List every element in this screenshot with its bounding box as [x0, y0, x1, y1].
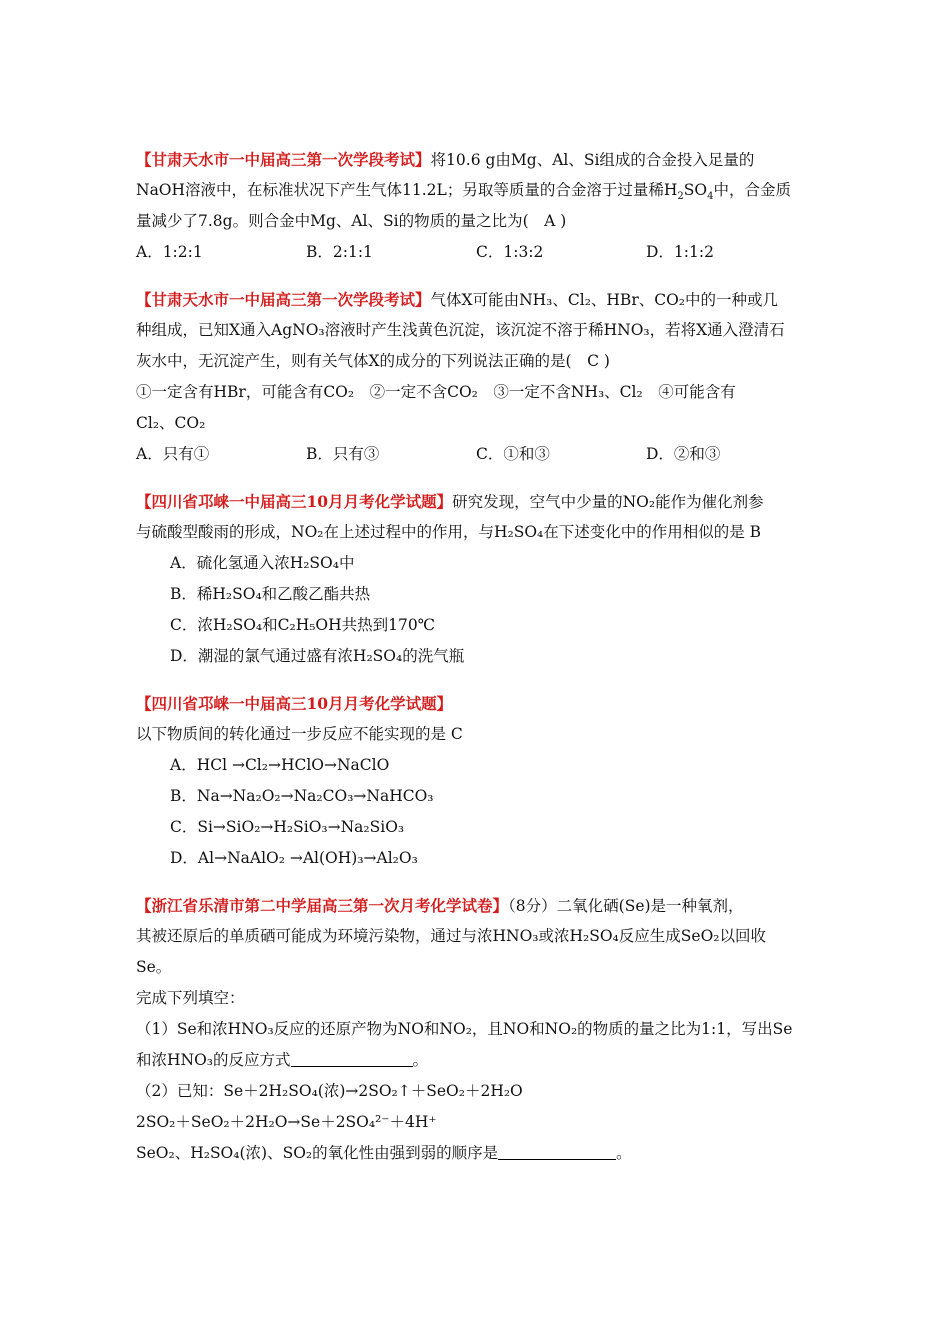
sub-question-1: （1）Se和浓HNO₃反应的还原产物为NO和NO₂，且NO和NO₂的物质的量之比为1:1，写出Se — [136, 1020, 793, 1038]
option: D．1:1:2 — [646, 243, 714, 261]
answer-blank[interactable] — [291, 1048, 413, 1067]
question-stem: 以下物质间的转化通过一步反应不能实现的是 C — [136, 725, 463, 743]
answer-blank[interactable] — [498, 1141, 616, 1160]
option: C．①和③ — [476, 445, 550, 463]
question-source: 四川省邛崃一中届高三10月月考化学试题 — [151, 694, 437, 713]
question-stem: 与硫酸型酸雨的形成，NO₂在上述过程中的作用，与H₂SO₄在下述变化中的作用相似的是 B — [136, 523, 762, 541]
options-row — [136, 439, 816, 470]
question-source: 四川省邛崃一中届高三10月月考化学试题 — [151, 492, 437, 511]
question-source: 甘肃天水市一中届高三第一次学段考试 — [151, 290, 416, 309]
question-3: 【四川省邛崃一中届高三10月月考化学试题】研究发现，空气中少量的NO₂能作为催化剂参 与硫酸型酸雨的形成，NO₂在上述过程中的作用，与H₂SO₄在下述变化中的作用相似的是 B A．硫化氢通入浓H₂SO₄中 B．稀H₂SO₄和乙酸乙酯共热 C．浓H₂SO₄和C₂H₅OH共热到170℃ D．潮湿的氯气通过盛有浓H₂SO₄的洗气瓶 — [136, 486, 816, 672]
option: D．②和③ — [646, 445, 721, 463]
instruction: 完成下列填空： — [136, 989, 245, 1007]
statements: ①一定含有HBr，可能含有CO₂ ②一定不含CO₂ ③一定不含NH₃、Cl₂ ④可能含有 — [136, 383, 736, 401]
document-page — [136, 144, 816, 1169]
option: C．Si→SiO₂→H₂SiO₃→Na₂SiO₃ — [170, 818, 405, 836]
question-stem: 灰水中，无沉淀产生，则有关气体X的成分的下列说法正确的是( C ) — [136, 352, 610, 370]
question-4: 【四川省邛崃一中届高三10月月考化学试题】 以下物质间的转化通过一步反应不能实现的是 C A．HCl →Cl₂→HClO→NaClO B．Na→Na₂O₂→Na₂CO₃→NaHCO₃ C．Si→SiO₂→H₂SiO₃→Na₂SiO₃ D．Al→NaAlO₂ →Al(OH)₃→Al₂O₃ — [136, 688, 816, 874]
option: C．1:3:2 — [476, 243, 544, 261]
question-stem: 量减少了7.8g。则合金中Mg、Al、Si的物质的量之比为( A ) — [136, 212, 567, 230]
statements: Cl₂、CO₂ — [136, 414, 206, 432]
question-stem: 研究发现，空气中少量的NO₂能作为催化剂参 — [452, 493, 764, 511]
question-stem: 种组成，已知X通入AgNO₃溶液时产生浅黄色沉淀，该沉淀不溶于稀HNO₃，若将X通入澄清石 — [136, 321, 785, 339]
option: A．只有① — [136, 445, 210, 463]
question-source: 浙江省乐清市第二中学届高三第一次月考化学试卷 — [151, 896, 493, 915]
question-stem: （8分）二氧化硒(Se)是一种氧剂， — [508, 897, 744, 915]
option: B．Na→Na₂O₂→Na₂CO₃→NaHCO₃ — [170, 787, 434, 805]
bracket-close: 】 — [415, 150, 431, 169]
option: A．HCl →Cl₂→HClO→NaClO — [170, 756, 390, 774]
option: C．浓H₂SO₄和C₂H₅OH共热到170℃ — [170, 616, 436, 634]
question-stem: NaOH溶液中，在标准状况下产生气体11.2L；另取等质量的合金溶于过量稀H — [136, 181, 678, 199]
equation: 2SO₂＋SeO₂＋2H₂O→Se＋2SO₄²⁻＋4H⁺ — [136, 1113, 437, 1131]
option: B．2:1:1 — [306, 243, 373, 261]
question-5: 【浙江省乐清市第二中学届高三第一次月考化学试卷】（8分）二氧化硒(Se)是一种氧剂， 其被还原后的单质硒可能成为环境污染物，通过与浓HNO₃或浓H₂SO₄反应生成SeO₂以回收 Se。 完成下列填空： （1）Se和浓HNO₃反应的还原产物为NO和NO₂，且NO和NO₂的物质的量之比为1:1，写出Se 和浓HNO₃的反应方式 。 （2）已知：Se＋2H₂SO₄(浓)→2SO₂↑＋SeO₂＋2H₂O 2SO₂＋SeO₂＋2H₂O→Se＋2SO₄²⁻＋4H⁺ SeO₂、H₂SO₄(浓)、SO₂的氧化性由强到弱的顺序是 。 — [136, 890, 816, 1169]
options-row — [136, 237, 816, 268]
sub-question-2: （2）已知：Se＋2H₂SO₄(浓)→2SO₂↑＋SeO₂＋2H₂O — [136, 1082, 523, 1100]
option: D．潮湿的氯气通过盛有浓H₂SO₄的洗气瓶 — [170, 647, 465, 665]
question-stem: 其被还原后的单质硒可能成为环境污染物，通过与浓HNO₃或浓H₂SO₄反应生成SeO₂以回收 — [136, 927, 766, 945]
option: A．硫化氢通入浓H₂SO₄中 — [170, 554, 355, 572]
option: B．稀H₂SO₄和乙酸乙酯共热 — [170, 585, 371, 603]
question-stem: 将10.6 g由Mg、Al、Si组成的合金投入足量的 — [430, 151, 755, 169]
question-source: 甘肃天水市一中届高三第一次学段考试 — [151, 150, 416, 169]
bracket-open: 【 — [136, 150, 152, 169]
question-2: 【甘肃天水市一中届高三第一次学段考试】气体X可能由NH₃、Cl₂、HBr、CO₂中的一种或几 种组成，已知X通入AgNO₃溶液时产生浅黄色沉淀，该沉淀不溶于稀HNO₃，若将X通入澄清石 灰水中，无沉淀产生，则有关气体X的成分的下列说法正确的是( C ) ①一定含有HBr，可能含有CO₂ ②一定不含CO₂ ③一定不含NH₃、Cl₂ ④可能含有 Cl₂、CO₂ A．只有① B．只有③ C．①和③ D．②和③ — [136, 284, 816, 470]
question-1: 【甘肃天水市一中届高三第一次学段考试】将10.6 g由Mg、Al、Si组成的合金投入足量的 NaOH溶液中，在标准状况下产生气体11.2L；另取等质量的合金溶于过量稀$H_2SO_4$中，合金质 量减少了7.8g。则合金中Mg、Al、Si的物质的量之比为( A ) A．1:2:1 B．2:1:1 C．1:3:2 D．1:1:2 — [136, 144, 816, 268]
option: A．1:2:1 — [136, 243, 203, 261]
option: B．只有③ — [306, 445, 380, 463]
question-stem: Se。 — [136, 958, 172, 976]
option: D．Al→NaAlO₂ →Al(OH)₃→Al₂O₃ — [170, 849, 418, 867]
question-stem: 气体X可能由NH₃、Cl₂、HBr、CO₂中的一种或几 — [430, 291, 779, 309]
